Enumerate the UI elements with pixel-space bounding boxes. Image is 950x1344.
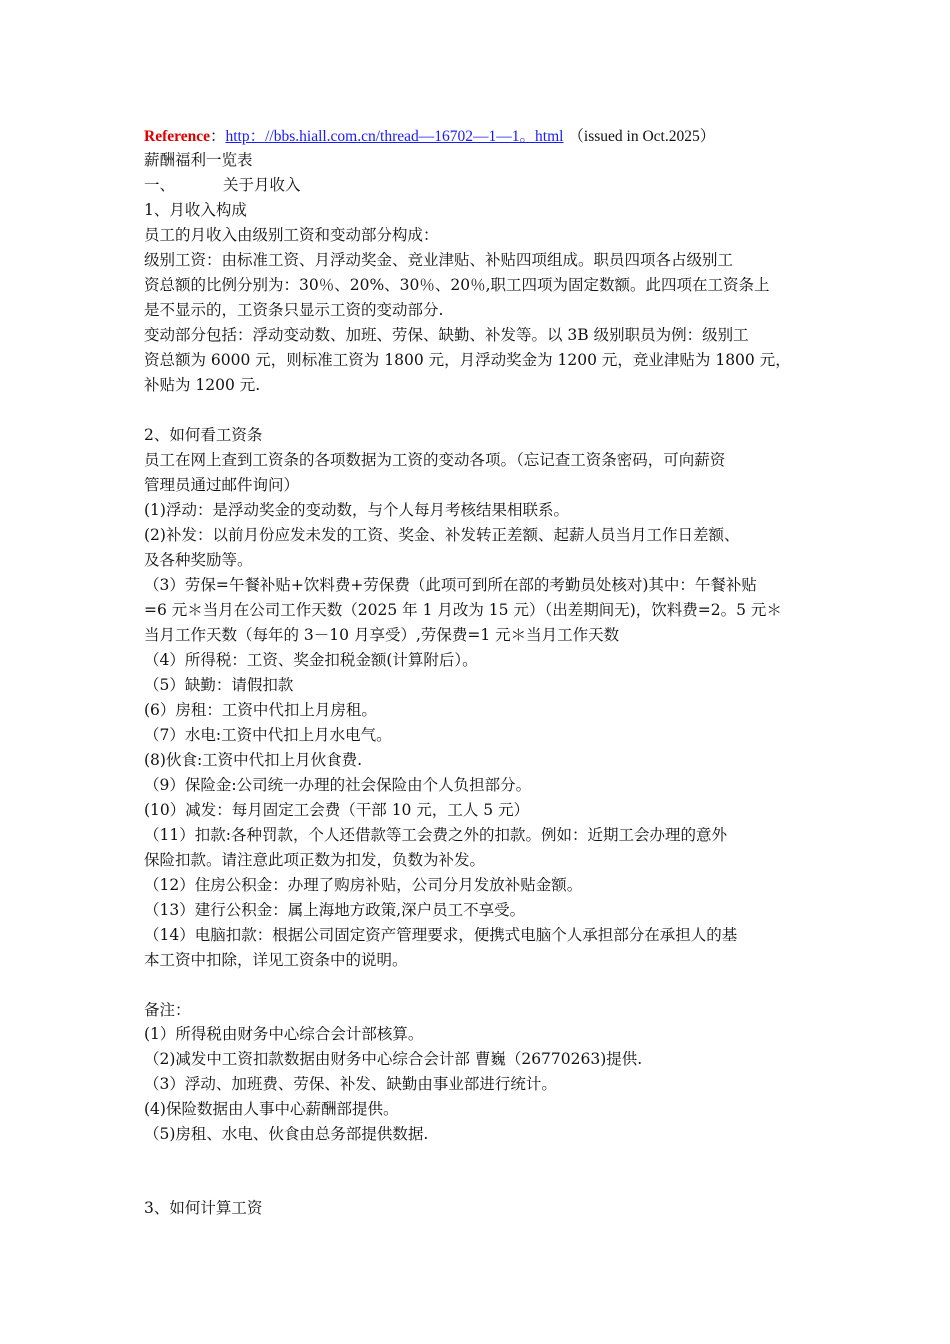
reference-issued-note: （issued in Oct.2025） <box>568 128 716 145</box>
paragraph-line: 管理员通过邮件询问） <box>144 476 300 494</box>
subheading-1: 1、月收入构成 <box>144 201 247 219</box>
paragraph-line: 及各种奖励等。 <box>144 551 253 569</box>
paragraph-line: (2)补发：以前月份应发未发的工资、奖金、补发转正差额、起薪人员当月工作日差额、 <box>144 526 740 544</box>
note-item: （2)减发中工资扣款数据由财务中心综合会计部 曹巍（26770263)提供. <box>144 1050 643 1068</box>
note-item: (1）所得税由财务中心综合会计部核算。 <box>144 1025 424 1043</box>
paragraph-line: (6）房租：工资中代扣上月房租。 <box>144 701 377 719</box>
paragraph-line: (1)浮动：是浮动奖金的变动数，与个人每月考核结果相联系。 <box>144 501 569 519</box>
paragraph-line: （13）建行公积金：属上海地方政策,深户员工不享受。 <box>144 901 526 919</box>
subheading-3: 3、如何计算工资 <box>144 1199 263 1217</box>
paragraph-line: （3）劳保=午餐补贴+饮料费+劳保费（此项可到所在部的考勤员处核对)其中：午餐补贴 <box>144 576 757 594</box>
paragraph-line: （9）保险金:公司统一办理的社会保险由个人负担部分。 <box>144 776 532 794</box>
paragraph-line: 当月工作天数（每年的 3－10 月享受）,劳保费=1 元＊当月工作天数 <box>144 626 620 644</box>
paragraph-line: 员工的月收入由级别工资和变动部分构成： <box>144 226 439 244</box>
paragraph-line: （5）缺勤：请假扣款 <box>144 676 294 694</box>
section-title: 关于月收入 <box>223 176 301 194</box>
paragraph-line: 变动部分包括：浮动变动数、加班、劳保、缺勤、补发等。以 3B 级别职员为例：级别工 <box>144 326 749 344</box>
notes-heading: 备注： <box>144 1001 191 1019</box>
paragraph-line: 保险扣款。请注意此项正数为扣发，负数为补发。 <box>144 851 486 869</box>
paragraph-line: 是不显示的，工资条只显示工资的变动部分. <box>144 301 444 319</box>
paragraph-line: 资总额的比例分别为：30％、20%、30％、20％,职工四项为固定数额。此四项在工资条上 <box>144 276 770 294</box>
paragraph-line: （14）电脑扣款：根据公司固定资产管理要求，便携式电脑个人承担部分在承担人的基 <box>144 926 738 944</box>
note-item: (4)保险数据由人事中心薪酬部提供。 <box>144 1100 399 1118</box>
subheading-2: 2、如何看工资条 <box>144 426 263 444</box>
paragraph-line: （7）水电:工资中代扣上月水电气。 <box>144 726 392 744</box>
paragraph-line: 员工在网上查到工资条的各项数据为工资的变动各项。（忘记查工资条密码，可向薪资 <box>144 451 726 469</box>
paragraph-line: 级别工资：由标准工资、月浮动奖金、竞业津贴、补贴四项组成。职员四项各占级别工 <box>144 251 734 269</box>
reference-colon: ： <box>209 127 226 145</box>
paragraph-line: =6 元＊当月在公司工作天数（2025 年 1 月改为 15 元）（出差期间无)，饮料费=2。5 元＊ <box>144 601 782 619</box>
paragraph-line: （11）扣款:各种罚款，个人还借款等工会费之外的扣款。例如：近期工会办理的意外 <box>144 826 727 844</box>
reference-label: Reference <box>144 128 210 145</box>
paragraph-line: （4）所得税：工资、奖金扣税金额(计算附后）。 <box>144 651 478 669</box>
document-title: 薪酬福利一览表 <box>144 151 253 169</box>
note-item: （5)房租、水电、伙食由总务部提供数据. <box>144 1125 429 1143</box>
section-heading <box>144 173 824 197</box>
paragraph-line: 资总额为 6000 元，则标准工资为 1800 元，月浮动奖金为 1200 元，竞业津贴为 1800 元， <box>144 351 791 369</box>
reference-line <box>144 124 824 149</box>
reference-link[interactable]: http：//bbs.hiall.com.cn/thread—16702—1—1。html <box>225 128 564 145</box>
section-number: 一、 <box>144 176 176 194</box>
note-item: （3）浮动、加班费、劳保、补发、缺勤由事业部进行统计。 <box>144 1075 557 1093</box>
paragraph-line: （12）住房公积金：办理了购房补贴，公司分月发放补贴金额。 <box>144 876 583 894</box>
paragraph-line: 补贴为 1200 元. <box>144 376 261 394</box>
paragraph-line: (8)伙食:工资中代扣上月伙食费. <box>144 751 363 769</box>
paragraph-line: 本工资中扣除，详见工资条中的说明。 <box>144 951 408 969</box>
paragraph-line: (10）减发：每月固定工会费（干部 10 元，工人 5 元） <box>144 801 530 819</box>
